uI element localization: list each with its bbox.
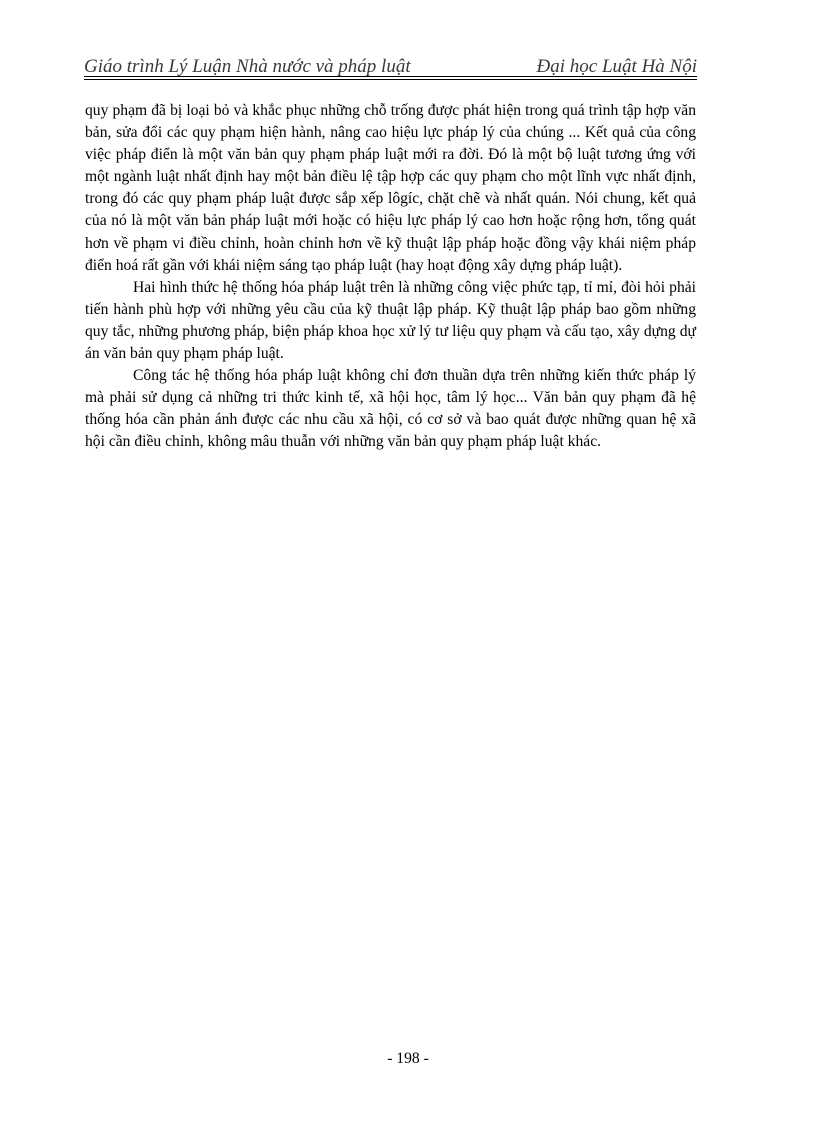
header-course-title: Giáo trình Lý Luận Nhà nước và pháp luật [84, 56, 411, 77]
paragraph-legislative-technique: Hai hình thức hệ thống hóa pháp luật trên là những công việc phức tạp, tỉ mỉ, đòi hỏi phải tiến hành phù hợp với những yêu cầu của kỹ thuật lập pháp. Kỹ thuật lập pháp bao gồm những quy tắc, những phương pháp, biện pháp khoa học xử lý tư liệu quy phạm và cấu tạo, xây dựng dự án văn bản quy phạm pháp luật. [85, 278, 696, 363]
page-header [84, 52, 697, 80]
header-divider [84, 76, 697, 80]
paragraph-continuation: quy phạm đã bị loại bỏ và khắc phục những chỗ trống được phát hiện trong quá trình tập hợp văn bản, sửa đổi các quy phạm hiện hành, nâng cao hiệu lực pháp lý của chúng ... Kết quả của công việc pháp điển là một văn bản quy phạm pháp luật mới ra đời. Đó là một bộ luật tương ứng với một ngành luật nhất định hay một bản điều lệ tập hợp các quy phạm cho một lĩnh vực nhất định, trong đó các quy phạm pháp luật được sắp xếp lôgíc, chặt chẽ và nhất quán. Nói chung, kết quả của nó là một văn bản pháp luật mới hoặc có hiệu lực pháp lý cao hơn hoặc rộng hơn, tổng quát hơn về phạm vi điều chỉnh, hoàn chỉnh hơn về kỹ thuật lập pháp hoặc đồng vậy khái niệm pháp điển hoá rất gần với khái niệm sáng tạo pháp luật (hay hoạt động xây dựng pháp luật). [85, 102, 696, 274]
body-text [85, 100, 696, 454]
header-institution: Đại học Luật Hà Nội [536, 56, 697, 77]
paragraph-systematization-knowledge: Công tác hệ thống hóa pháp luật không chỉ đơn thuần dựa trên những kiến thức pháp lý mà phải sử dụng cả những tri thức kinh tế, xã hội học, tâm lý học... Văn bản quy phạm đã hệ thống hóa cần phản ánh được các nhu cầu xã hội, có cơ sở và bao quát được những quan hệ xã hội cần điều chỉnh, không mâu thuẫn với những văn bản quy phạm pháp luật khác. [85, 367, 696, 451]
page-number: - 198 - [387, 1050, 429, 1067]
